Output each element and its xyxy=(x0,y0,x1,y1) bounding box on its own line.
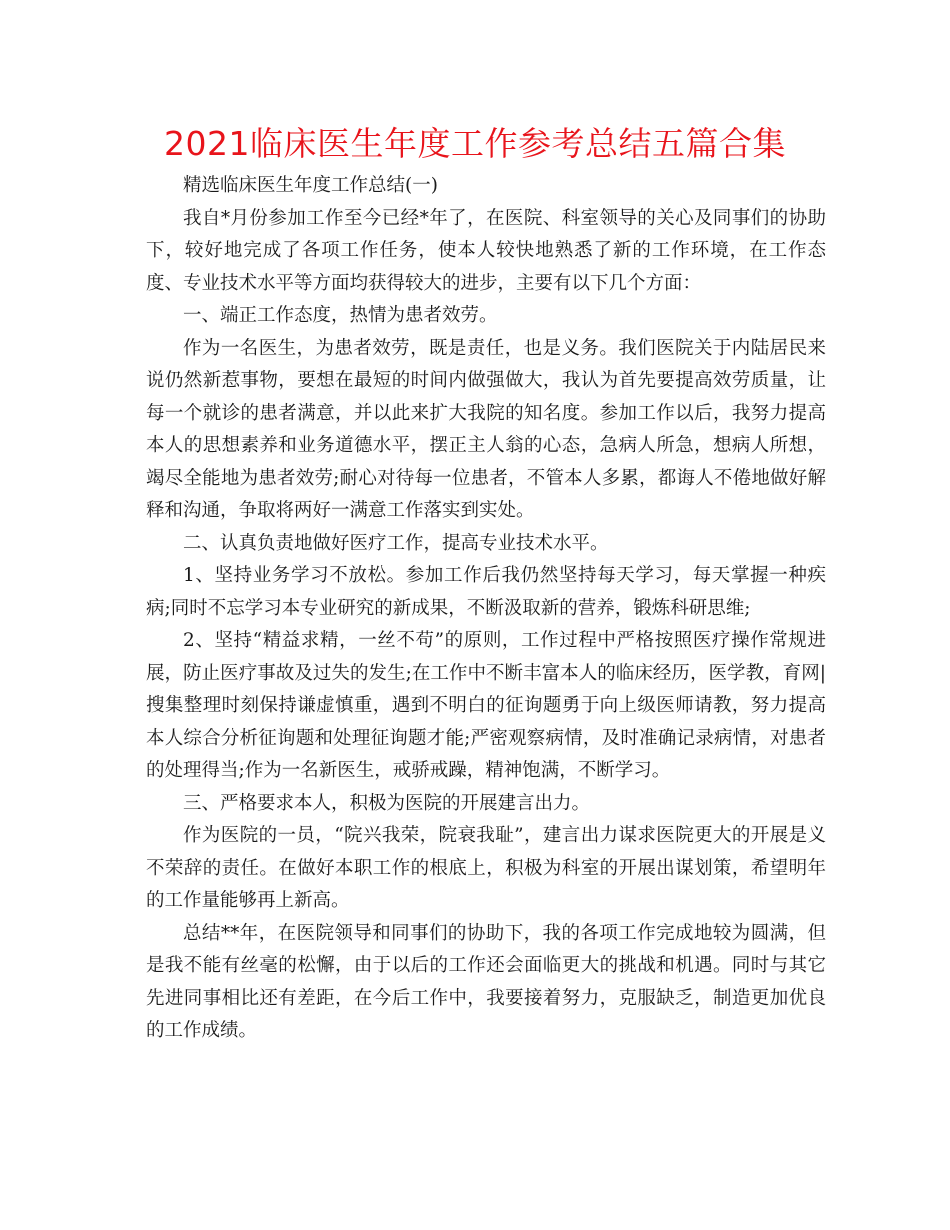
section-1-paragraph: 作为一名医生，为患者效劳，既是责任，也是义务。我们医院关于内陆居民来说仍然新惹事物，要想在最短的时间内做强做大，我认为首先要提高效劳质量，让每一个就诊的患者满意，并以此来扩大我院的知名度。参加工作以后，我努力提高本人的思想素养和业务道德水平，摆正主人翁的心态，急病人所急，想病人所想，竭尽全能地为患者效劳;耐心对待每一位患者，不管本人多累，都诲人不倦地做好解释和沟通，争取将两好一满意工作落实到实处。 xyxy=(146,337,826,521)
intro-paragraph: 我自*月份参加工作至今已经*年了，在医院、科室领导的关心及同事们的协助下，较好地完成了各项工作任务，使本人较快地熟悉了新的工作环境，在工作态度、专业技术水平等方面均获得较大的进步，主要有以下几个方面： xyxy=(146,207,826,294)
section-2-item-1: 1、坚持业务学习不放松。参加工作后我仍然坚持每天学习，每天掌握一种疾病;同时不忘学习本专业研究的新成果，不断汲取新的营养，锻炼科研思维; xyxy=(146,565,826,619)
section-heading-1: 一、端正工作态度，热情为患者效劳。 xyxy=(183,305,498,326)
section-heading-3: 三、严格要求本人，积极为医院的开展建言出力。 xyxy=(183,792,591,814)
section-heading-2: 二、认真负责地做好医疗工作，提高专业技术水平。 xyxy=(183,532,609,554)
document-title: 2021临床医生年度工作参考总结五篇合集 xyxy=(164,124,786,163)
section-subtitle: 精选临床医生年度工作总结(一) xyxy=(183,175,438,196)
section-2-item-2: 2、坚持“精益求精，一丝不苟”的原则，工作过程中严格按照医疗操作常规进展，防止医疗事故及过失的发生;在工作中不断丰富本人的临床经历，医学教，育网|搜集整理时刻保持谦虚慎重，遇到不明白的征询题勇于向上级医师请教，努力提高本人综合分析征询题和处理征询题才能;严密观察病情，及时准确记录病情，对患者的处理得当;作为一名新医生，戒骄戒躁，精神饱满，不断学习。 xyxy=(146,630,826,781)
section-3-paragraph: 作为医院的一员，“院兴我荣，院衰我耻”，建言出力谋求医院更大的开展是义不荣辞的责任。在做好本职工作的根底上，积极为科室的开展出谋划策，希望明年的工作量能够再上新高。 xyxy=(146,825,826,911)
conclusion-paragraph: 总结**年，在医院领导和同事们的协助下，我的各项工作完成地较为圆满，但是我不能有丝毫的松懈，由于以后的工作还会面临更大的挑战和机遇。同时与其它先进同事相比还有差距，在今后工作中，我要接着努力，克服缺乏，制造更加优良的工作成绩。 xyxy=(146,922,826,1041)
document-body xyxy=(146,170,826,1048)
